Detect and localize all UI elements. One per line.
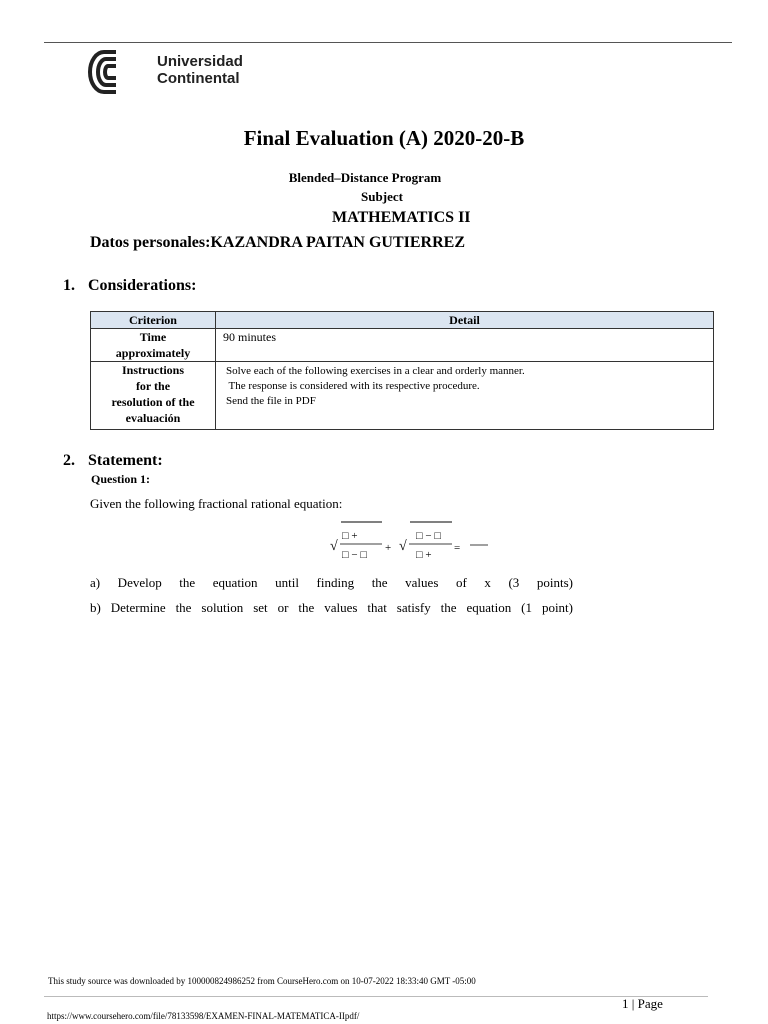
question-intro: Given the following fractional rational equation: <box>90 496 343 511</box>
detail-line: Send the file in PDF <box>226 395 316 407</box>
detail-cell <box>216 329 714 362</box>
table-header-row <box>91 312 714 329</box>
section-considerations-heading <box>63 277 196 295</box>
page-number: 1 | Page <box>622 996 663 1011</box>
question-item-b: b) Determine the solution set or the values that satisfy the equation (1 point) <box>90 600 573 615</box>
rational-equation <box>320 516 500 566</box>
question-label: Question 1: <box>91 472 151 486</box>
source-url: https://www.coursehero.com/file/78133598/EXAMEN-FINAL-MATEMATICA-IIpdf/ <box>47 1011 360 1021</box>
criterion-line: approximately <box>115 346 191 360</box>
subject-label: Subject <box>361 189 403 204</box>
fraction-1-denominator: □ − □ <box>342 549 367 561</box>
detail-line: Solve each of the following exercises in a clear and orderly manner. <box>226 365 525 377</box>
criterion-cell <box>91 329 216 362</box>
criterion-line: Time <box>139 330 167 344</box>
plus-sign: + <box>385 542 392 554</box>
equals-sign: = <box>454 542 461 554</box>
university-name <box>157 53 243 87</box>
fraction-1-numerator: □ + <box>342 530 358 542</box>
program-label: Blended–Distance Program <box>288 170 442 185</box>
fraction-2-numerator: □ − □ <box>416 530 441 542</box>
section-number: 1. <box>63 277 75 294</box>
criterion-line: Instructions <box>121 363 184 377</box>
criteria-table <box>90 311 714 430</box>
document-title: Final Evaluation (A) 2020-20-B <box>243 126 525 150</box>
radical-sign: √ <box>399 539 407 554</box>
personal-data: Datos personales:KAZANDRA PAITAN GUTIERREZ <box>90 234 465 251</box>
footer-rule <box>44 996 708 997</box>
detail-cell <box>216 362 714 430</box>
column-header-detail: Detail <box>216 312 714 329</box>
criterion-line: resolution of the <box>111 395 195 409</box>
section-title: Considerations: <box>88 277 197 294</box>
criterion-line: evaluación <box>125 411 181 425</box>
criterion-line: for the <box>135 379 171 393</box>
section-number: 2. <box>63 452 75 469</box>
column-header-criterion: Criterion <box>91 312 216 329</box>
download-note: This study source was downloaded by 100000824986252 from CourseHero.com on 10-07-2022 18:33:40 GMT -05:00 <box>48 976 476 986</box>
section-statement-heading <box>63 452 163 470</box>
question-item-a: a) Develop the equation until finding the values of x (3 points) <box>90 575 573 590</box>
logo-line-2: Continental <box>157 70 240 87</box>
section-title: Statement: <box>88 452 163 469</box>
fraction-2-denominator: □ + <box>416 549 432 561</box>
radical-sign: √ <box>330 539 338 554</box>
course-name: MATHEMATICS II <box>332 209 471 226</box>
logo-line-1: Universidad <box>157 53 243 70</box>
table-row <box>91 362 714 430</box>
criterion-cell <box>91 362 216 430</box>
top-rule <box>44 42 732 43</box>
detail-line: 90 minutes <box>223 330 276 344</box>
detail-line: The response is considered with its respective procedure. <box>226 380 480 392</box>
table-row <box>91 329 714 362</box>
